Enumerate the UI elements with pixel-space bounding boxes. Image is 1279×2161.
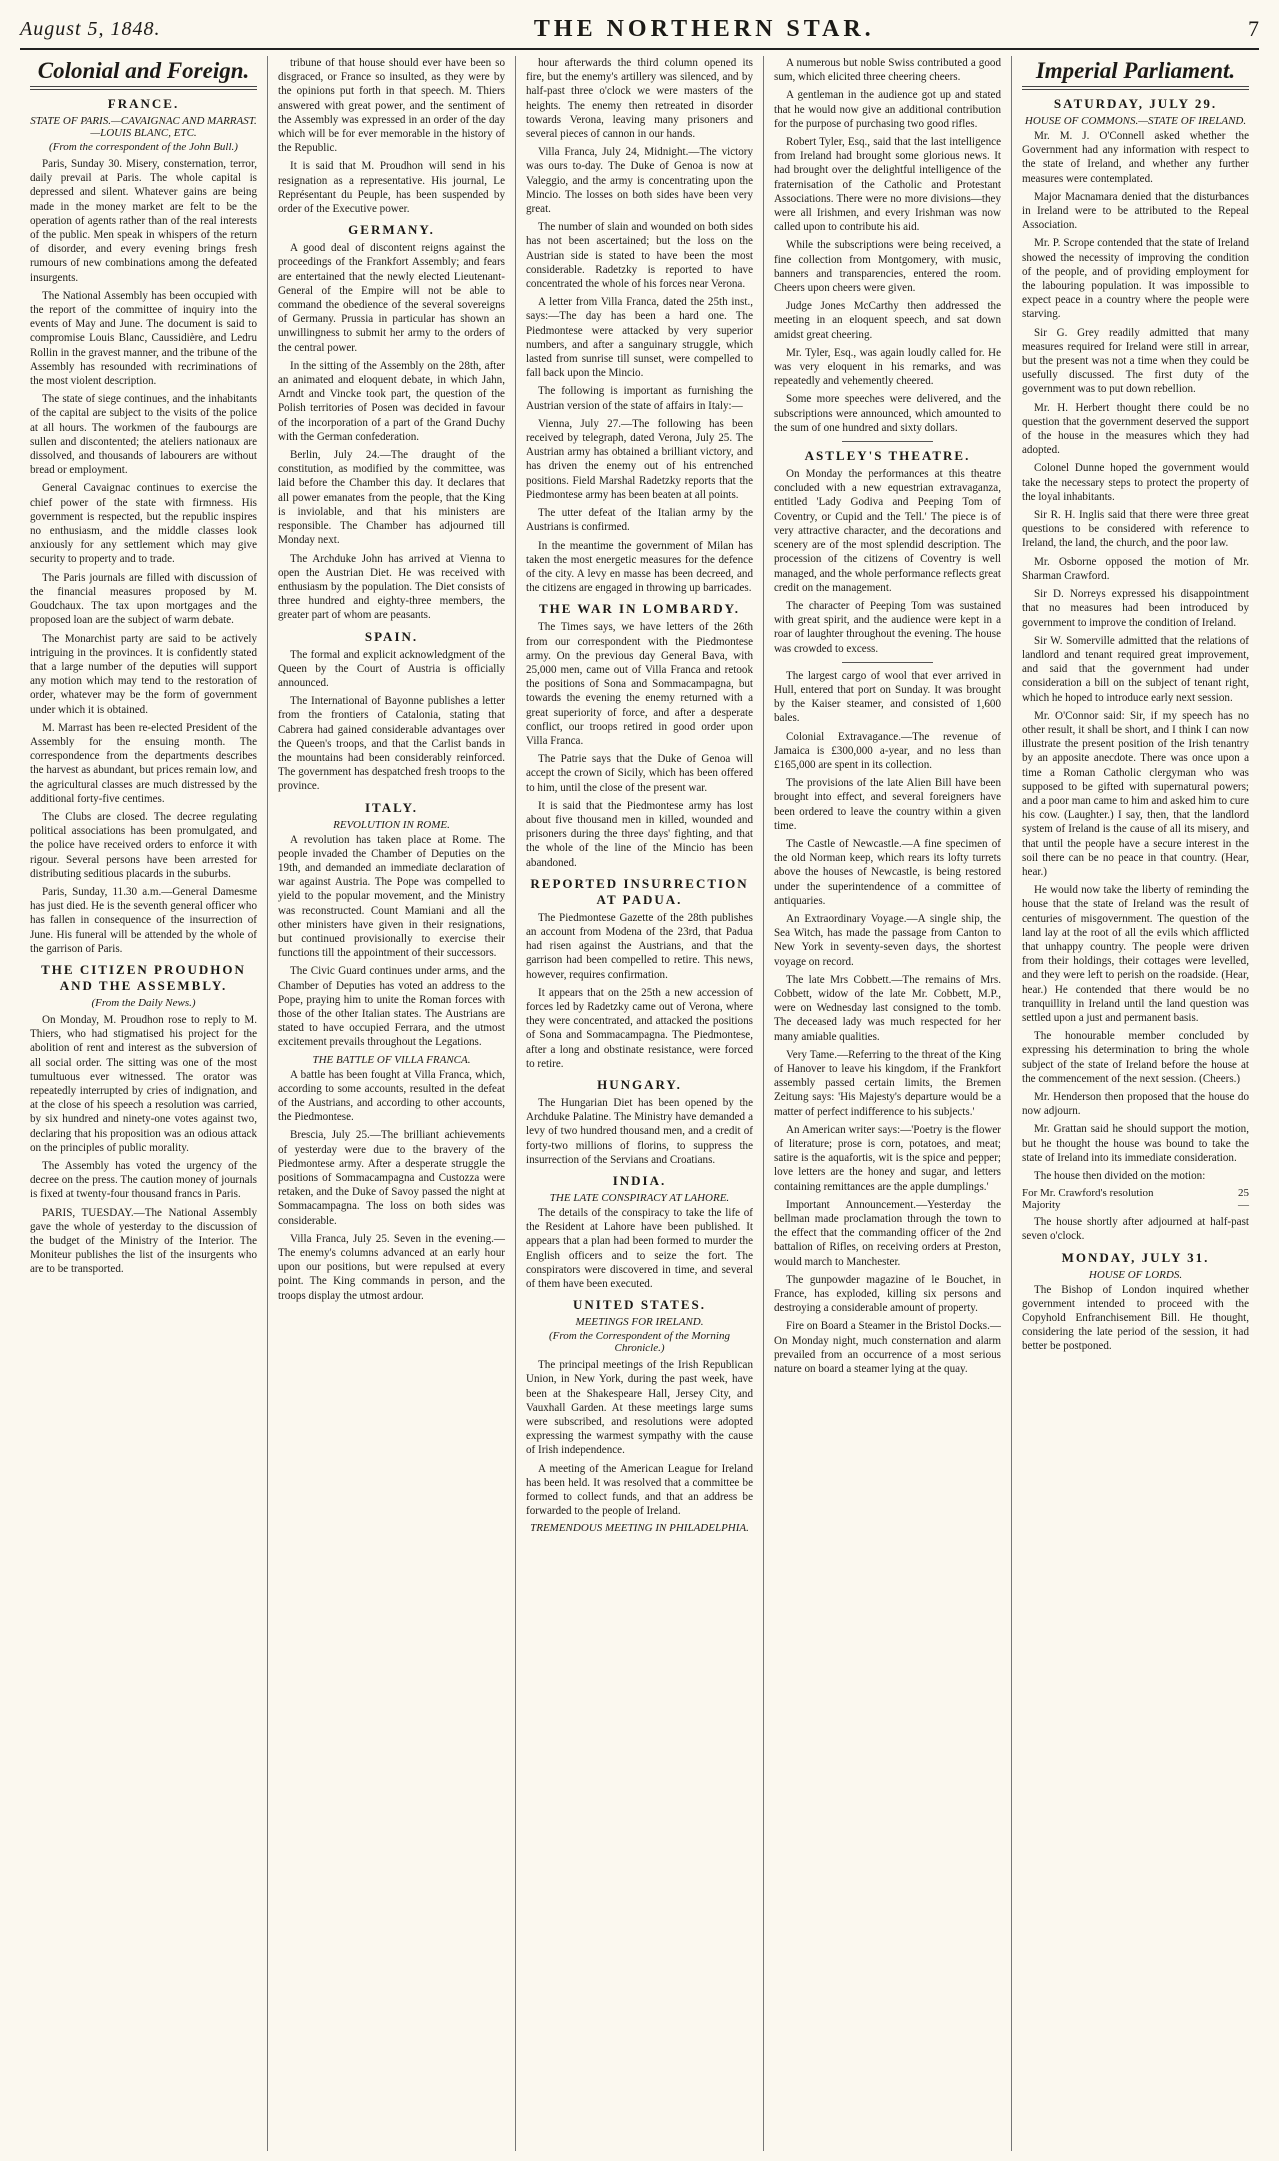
issue-date: August 5, 1848. [20,17,161,40]
column-5 [1012,56,1259,2151]
paragraph: Colonial Extravagance.—The revenue of Jamaica is £300,000 a-year, and no less than £165,000 are spent in its collection. [774,730,1001,771]
paragraph: The Civic Guard continues under arms, and the Chamber of Deputies has voted an address to the Pope, praying him to unite the Roman forces with those of the other Italian states. The Austrians are stated to have occupied Ferrara, and the utmost excitement prevails throughout the Legations. [278,965,505,1049]
paragraph: Judge Jones McCarthy then addressed the meeting in an eloquent speech, and sat down amidst great cheering. [774,300,1001,341]
paragraph: Mr. O'Connor said: Sir, if my speech has no other result, it shall be short, and I think I can now illustrate the present position of the Irish tenantry by an apposite anecdote. There was once upon a time a Roman Catholic clergyman who was supposed to be gifted with supernatural powers; and a poor man came to him and asked him to cure his cow. (Laughter.) I say, then, that the landlord system of Ireland is the cause of all its misery, and that until the people have a secure interest in the soil there can be no peace in that country. (Hear, hear.) [1022,709,1249,878]
paragraph: A meeting of the American League for Ireland has been held. It was resolved that a committee be formed to collect funds, and that an address be forwarded to the people of Ireland. [526,1462,753,1518]
paragraph: A numerous but noble Swiss contributed a good sum, which elicited three cheering cheers. [774,57,1001,84]
paragraph: Mr. Tyler, Esq., was again loudly called for. He was very eloquent in his remarks, and was repeatedly and vehemently cheered. [774,346,1001,388]
column-3 [516,56,764,2151]
division-table [1022,1187,1249,1211]
paragraph: The largest cargo of wool that ever arrived in Hull, entered that port on Sunday. It was brought by the Kaiser steamer, and consisted of 1,600 bales. [774,669,1001,725]
paragraph: PARIS, TUESDAY.—The National Assembly gave the whole of yesterday to the discussion of the budget of the Ministry of the Interior. The Moniteur publishes the list of the insurgents who are to be transported. [30,1206,257,1276]
subhead-villa-franca: THE BATTLE OF VILLA FRANCA. [312,1053,471,1066]
paragraph: The Assembly has voted the urgency of the decree on the press. The caution money of journals is fixed at twenty-four thousand francs in Paris. [30,1160,257,1201]
paragraph: The Times says, we have letters of the 26th from our correspondent with the Piedmontese army. On the previous day General Bava, with 25,000 men, came out of Villa Franca and retook the positions of Sona and Sommacampagna, but towards the evening the enemy returned with a great superiority of force, and after a desperate conflict, our troops retired in good order upon Villa Franca. [526,621,753,747]
paragraph: Berlin, July 24.—The draught of the constitution, as modified by the committee, was laid before the Chamber this day. It declares that all power emanates from the people, that the King is inviolable, and that his ministers are responsible. The Chamber has adjourned till Monday next. [278,449,505,547]
paragraph: The gunpowder magazine of le Bouchet, in France, has exploded, killing six persons and destroying a considerable amount of property. [774,1273,1001,1315]
subhead-proudhon: THE CITIZEN PROUDHON AND THE ASSEMBLY. [41,961,246,993]
divider [842,662,933,663]
paragraph: The honourable member concluded by expressing his determination to bring the whole subject of the state of Ireland before the house at the commencement of the next session. (Cheers.) [1022,1030,1249,1085]
column-1 [20,56,268,2151]
section-title-imperial-parliament: Imperial Parliament. [1035,58,1236,83]
subhead-meetings-ireland: MEETINGS FOR IRELAND. [575,1316,704,1329]
masthead [20,10,1259,50]
paragraph: It is said that M. Proudhon will send in his resignation as a representative. His journal, Le Représentant du Peuple, has been suspended by order of the Executive power. [278,160,505,216]
paragraph: Sir R. H. Inglis said that there were three great questions to be considered with reference to Ireland, the land, the church, and the poor law. [1022,509,1249,550]
paragraph: The details of the conspiracy to take the life of the Resident at Lahore have been published. It appears that a plan had been formed to murder the English officers and to seize the fort. The conspirators were discovered in time, and several of them have been executed. [526,1207,753,1291]
paragraph: The Monarchist party are said to be actively intriguing in the provinces. It is confidently stated that a large number of the deputies will support any motion which may tend to the restoration of order, whatever may be the form of government under which it is obtained. [30,632,257,716]
paragraph: Sir W. Somerville admitted that the relations of landlord and tenant required great improvement, and said that the government had under consideration a bill on the subject of tenant right, which he hoped to introduce early next session. [1022,634,1249,704]
paragraph: While the subscriptions were being received, a fine collection from Montgomery, with music, banners and transparencies, entered the room. Cheers upon cheers were given. [774,239,1001,295]
division-label: For Mr. Crawford's resolution [1022,1187,1154,1200]
paragraph: Mr. H. Herbert thought there could be no question that the government deserved the support of the house in the measures which they had adopted. [1022,401,1249,457]
paragraph: Mr. Henderson then proposed that the house do now adjourn. [1022,1091,1249,1118]
paragraph: The utter defeat of the Italian army by the Austrians is confirmed. [526,507,753,534]
paragraph: Some more speeches were delivered, and the subscriptions were announced, which amounted to the sum of one hundred and sixty dollars. [774,393,1001,434]
paragraph: The Archduke John has arrived at Vienna to open the Austrian Diet. He was received with enthusiasm by the population. The Diet consists of three hundred and eighty-three members, the greater part of whom are peasants. [278,552,505,622]
paragraph: Villa Franca, July 25. Seven in the evening.—The enemy's columns advanced at an early hour upon our positions, but were repulsed at every point. The King commands in person, and the troops display the utmost ardour. [278,1232,505,1302]
paragraph: tribune of that house should ever have been so disgraced, or France so insulted, as they were by the opinions put forth in that speech. M. Thiers answered with great power, and the sentiment of the Assembly was expressed in an order of the day which will be for ever memorable in the history of the Republic. [278,57,505,155]
division-row [1022,1187,1249,1199]
paragraph: The provisions of the late Alien Bill have been brought into effect, and several foreigners have been ordered to leave the country within a given time. [774,777,1001,832]
paragraph: It appears that on the 25th a new accession of forces led by Radetzky came out of Verona, where they were concentrated, and attacked the positions of Sona and Sommacampagna. The Piedmontese, after a long and obstinate resistance, were forced to retire. [526,986,753,1070]
paragraph: hour afterwards the third column opened its fire, but the enemy's artillery was silenced, and by half-past three o'clock we were masters of the heights. The enemy then retreated in disorder towards Verona, leaving many prisoners and several pieces of cannon in our hands. [526,57,753,141]
column-container [20,56,1259,2151]
heading-france: FRANCE. [107,96,180,111]
paragraph: The Piedmontese Gazette of the 28th publishes an account from Modena of the 23rd, that Padua had risen against the Austrians, and that the garrison had been compelled to retire. This news, however, requires confirmation. [526,911,753,981]
section-rule [1022,86,1249,90]
subhead-lahore: THE LATE CONSPIRACY AT LAHORE. [549,1192,730,1205]
section-title-colonial-foreign: Colonial and Foreign. [37,58,250,83]
paragraph: The character of Peeping Tom was sustained with great spirit, and the audience were kept in a roar of laughter throughout the evening. The house was crowded to excess. [774,599,1001,655]
subhead-house-of-lords: HOUSE OF LORDS. [1088,1268,1183,1281]
paragraph: Very Tame.—Referring to the threat of the King of Hanover to leave his kingdom, if the Frankfort assembly passed certain limits, the Bremen Zeitung says: 'His Majesty's departure would be a matter of perfect indifference to his subjects.' [774,1048,1001,1118]
paragraph: The Paris journals are filled with discussion of the financial measures proposed by M. Goudchaux. The tax upon mortgages and the proposed loan are the subject of warm debate. [30,571,257,627]
subhead-paris: STATE OF PARIS.—CAVAIGNAC AND MARRAST.—LOUIS BLANC, ETC. [30,115,257,139]
newspaper-title: THE NORTHERN STAR. [533,15,875,42]
division-row [1022,1199,1249,1211]
heading-astleys-theatre: ASTLEY'S THEATRE. [804,448,971,464]
paragraph: He would now take the liberty of reminding the house that the state of Ireland was the result of centuries of misgovernment. The question of the land lay at the root of all the evils which afflicted that unhappy country. The people were driven from their holdings, their cottages were levelled, and they were left to perish on the roadside. (Hear, hear.) He contended that there would be no tranquillity in Ireland until the land question was settled upon a just and permanent basis. [1022,884,1249,1024]
paragraph: The house then divided on the motion: [1034,1170,1206,1183]
paragraph: Mr. Grattan said he should support the motion, but he thought the house was bound to take the state of Ireland into its immediate consideration. [1022,1123,1249,1164]
paragraph: Fire on Board a Steamer in the Bristol Docks.—On Monday night, much consternation and alarm prevailed from an occurrence of a most serious nature on board a steamer lying at the quay. [774,1320,1001,1376]
paragraph: Major Macnamara denied that the disturbances in Ireland were to be attributed to the Repeal Association. [1022,190,1249,232]
paragraph: Mr. M. J. O'Connell asked whether the Government had any information with respect to the state of Ireland, and whether any further measures were contemplated. [1022,130,1249,185]
heading-india: INDIA. [612,1173,667,1189]
paragraph: General Cavaignac continues to exercise the chief power of the state with firmness. His government is respected, but the republic inspires no enthusiasm, and the middle classes look anxiously for any settlement which may give security to property and to trade. [30,482,257,566]
paragraph: On Monday the performances at this theatre concluded with a new equestrian extravaganza, entitled 'Lady Godiva and Peeping Tom of Coventry, or Cupid and the Tell.' The piece is of very attractive character, and the decorations and scenery are of the most splendid description. The procession of the citizens of Coventry is well managed, and the whole performance reflects great credit on the management. [774,468,1001,594]
paragraph: The Hungarian Diet has been opened by the Archduke Palatine. The Ministry have demanded a levy of two hundred thousand men, and a credit of forty-two millions of florins, to suppress the insurrection of the Servians and Croatians. [526,1097,753,1166]
paragraph: It is said that the Piedmontese army has lost about five thousand men in killed, wounded and prisoners during the three days' fighting, and that the whole of the line of the Mincio has been abandoned. [526,799,753,869]
paragraph: Robert Tyler, Esq., said that the last intelligence from Ireland had brought some glorious news. It had brought over the delightful intelligence of the fraternisation of the Catholic and Protestant Associations. There were no more divisions—they were all Irishmen, and every Irishman was now called upon to contribute his aid. [774,136,1001,234]
paragraph: Paris, Sunday 30. Misery, consternation, terror, daily prevail at Paris. The whole capital is depressed and silent. Whatever gains are being made in the money market are felt to be the operation of agents rather than of the real interests of the public. Men speak in whispers of the return of disorder, and every evening brings fresh rumours of new combinations among the defeated insurgents. [30,158,257,284]
byline: (From the correspondent of the John Bull.) [49,141,238,153]
paragraph: An American writer says:—'Poetry is the flower of literature; prose is corn, potatoes, and meat; satire is the aquafortis, wit is the spice and pepper; love letters are the honey and sugar, and letters containing remittances are the apple dumplings.' [774,1123,1001,1193]
heading-italy: ITALY. [364,799,419,815]
paragraph: Sir D. Norreys expressed his disappointment that no measures had been introduced by government to improve the condition of Ireland. [1022,588,1249,629]
paragraph: Brescia, July 25.—The brilliant achievements of yesterday were due to the bravery of the Piedmontese army. After a desperate struggle the positions of Sommacampagna and Custozza were retaken, and the Duke of Savoy passed the night at Sommacampagna. The loss on both sides was considerable. [278,1129,505,1227]
paragraph: The principal meetings of the Irish Republican Union, in New York, during the past week, have been at the Shakespeare Hall, Jersey City, and Vauxhall Garden. At these meetings large sums were subscribed, and resolutions were adopted expressing the warmest sympathy with the cause of Irish independence. [526,1359,753,1457]
paragraph: The following is important as furnishing the Austrian version of the state of affairs in Italy:— [526,385,753,412]
paragraph: On Monday, M. Proudhon rose to reply to M. Thiers, who had stigmatised his project for the abolition of rent and interest as the subversion of all social order. The sitting was one of the most tumultuous ever witnessed. The orator was repeatedly interrupted by cries of indignation, and at the close of his speech a resolution was carried, by six hundred and ninety-one votes against two, declaring that his proposition was an odious attack on the principles of public morality. [30,1013,257,1154]
subhead-philadelphia: TREMENDOUS MEETING IN PHILADELPHIA. [530,1522,749,1535]
heading-war-lombardy: THE WAR IN LOMBARDY. [538,601,741,617]
heading-monday: MONDAY, JULY 31. [1061,1249,1210,1265]
paragraph: The late Mrs Cobbett.—The remains of Mrs. Cobbett, widow of the late Mr. Cobbett, M.P., were on Wednesday last consigned to the tomb. The deceased lady was much respected for her many amiable qualities. [774,973,1001,1043]
paragraph: Vienna, July 27.—The following has been received by telegraph, dated Verona, July 25. The Austrian army has obtained a brilliant victory, and has driven the enemy out of his entrenched positions. Field Marshal Radetzky reports that the Piedmontese army has been beaten at all points. [526,417,753,501]
column-2 [268,56,516,2151]
heading-spain: SPAIN. [364,628,419,644]
paragraph: Important Announcement.—Yesterday the bellman made proclamation through the town to the effect that the commanding officer of the 2nd battalion of Rifles, on receiving orders at Preston, would march to Manchester. [774,1198,1001,1268]
paragraph: A battle has been fought at Villa Franca, which, according to some accounts, resulted in the defeat of the Austrians, and according to other accounts, the Piedmontese. [278,1068,505,1124]
heading-united-states: UNITED STATES. [573,1297,706,1313]
heading-padua: REPORTED INSURRECTION AT PADUA. [530,875,749,907]
paragraph: The Bishop of London inquired whether government intended to proceed with the Copyhold Enfranchisement Bill. He thought, considering the late period of the session, it had better be postponed. [1022,1283,1249,1353]
paragraph: The Patrie says that the Duke of Genoa will accept the crown of Sicily, which has been offered to him, until the close of the present war. [526,753,753,794]
paragraph: An Extraordinary Voyage.—A single ship, the Sea Witch, has made the passage from Canton to New York in seventy-seven days, the shortest voyage on record. [774,912,1001,968]
paragraph: A letter from Villa Franca, dated the 25th inst., says:—The day has been a hard one. The Piedmontese were attacked by very superior numbers, and after a sanguinary struggle, which lasted from sunrise till sunset, were compelled to fall back upon the Mincio. [526,296,753,380]
paragraph: The National Assembly has been occupied with the report of the committee of inquiry into the events of May and June. The document is said to compromise Louis Blanc, Caussidière, and Ledru Rollin in the gravest manner, and the tribune of the Assembly has resounded with recriminations of the most violent description. [30,289,257,388]
byline: (From the Correspondent of the Morning Chronicle.) [549,1330,730,1355]
paragraph: Mr. Osborne opposed the motion of Mr. Sharman Crawford. [1022,555,1249,582]
division-value: 25 [1238,1187,1249,1200]
paragraph: Paris, Sunday, 11.30 a.m.—General Damesme has just died. He is the seventh general officer who has fallen in consequence of the insurrection of June. His funeral will be attended by the whole of the garrison of Paris. [30,885,257,955]
column-4 [764,56,1012,2151]
paragraph: M. Marrast has been re-elected President of the Assembly for the ensuing month. The correspondence from the departments describes the harvest as abundant, but prices remain low, and the agricultural classes are much distressed by the additional forty-five centimes. [30,721,257,805]
paragraph: The formal and explicit acknowledgment of the Queen by the Court of Austria is officially announced. [278,648,505,689]
byline: (From the Daily News.) [91,996,196,1009]
paragraph: Colonel Dunne hoped the government would take the necessary steps to protect the property of the loyal inhabitants. [1022,462,1249,503]
division-value: — [1238,1199,1249,1212]
paragraph: The state of siege continues, and the inhabitants of the capital are subject to the visits of the police at all hours. The workmen of the faubourgs are sullen and discontented; the ateliers nationaux are dissolved, and thousands of labourers are without bread or employment. [30,393,257,477]
paragraph: The number of slain and wounded on both sides has not been ascertained; but the loss on the Austrian side is stated to have been the most considerable. Radetzky is reported to have concentrated the whole of his forces near Verona. [526,221,753,291]
paragraph: The house shortly after adjourned at half-past seven o'clock. [1022,1216,1249,1243]
heading-hungary: HUNGARY. [597,1077,682,1092]
paragraph: A gentleman in the audience got up and stated that he would now give an additional contribution for the purpose of purchasing two good rifles. [774,89,1001,130]
paragraph: Sir G. Grey readily admitted that many measures required for Ireland were still in arrear, but the present was not a time when they could be usefully discussed. The first duty of the government was to put down rebellion. [1022,326,1249,396]
subhead-revolution-rome: REVOLUTION IN ROME. [333,818,450,831]
paragraph: The Clubs are closed. The decree regulating political associations has been promulgated, and the police have received orders to enforce it with rigour. Several persons have been arrested for distributing seditious placards in the suburbs. [30,810,257,880]
paragraph: The International of Bayonne publishes a letter from the frontiers of Catalonia, stating that Cabrera had gained considerable advantages over the Queen's troops, and that the Carlist bands in the mountains had been considerably reinforced. The government has despatched fresh troops to the province. [278,695,505,793]
paragraph: In the meantime the government of Milan has taken the most energetic measures for the defence of the city. A levy en masse has been decreed, and the citizens are engaged in throwing up barricades. [526,539,753,595]
paragraph: A revolution has taken place at Rome. The people invaded the Chamber of Deputies on the 19th, and demanded an immediate declaration of war against Austria. The Pope was compelled to yield to the popular movement, and the Ministry was reconstructed. Count Mamiani and all the other ministers have given in their resignations, but continued provisionally to exercise their functions till the appointment of their successors. [278,833,505,960]
heading-germany: GERMANY. [348,222,435,238]
paragraph: Villa Franca, July 24, Midnight.—The victory was ours to-day. The Duke of Genoa is now at Valeggio, and the army is concentrating upon the Mincio. The losses on both sides have been very great. [526,146,753,216]
paragraph: In the sitting of the Assembly on the 28th, after an animated and eloquent debate, in which Jahn, Arndt and Vincke took part, the question of the Polish territories of Posen was decided in favour of the incorporation of a part of the Grand Duchy with the German confederation. [278,359,505,443]
divider [842,441,933,442]
paragraph: Mr. P. Scrope contended that the state of Ireland showed the necessity of improving the condition of the people, and of providing employment for the labouring population. It was impossible to expect peace in a country where the people were starving. [1022,237,1249,321]
subhead-house-of-commons: HOUSE OF COMMONS.—STATE OF IRELAND. [1024,115,1247,127]
heading-saturday: SATURDAY, JULY 29. [1053,96,1218,111]
section-rule [30,86,257,90]
page-number: 7 [1247,16,1259,41]
paragraph: A good deal of discontent reigns against the proceedings of the Frankfort Assembly; and fears are entertained that the newly elected Lieutenant-General of the Empire will not be able to command the obedience of the several sovereigns of Germany. Prussia in particular has shown an unwillingness to submit her army to the orders of the central power. [278,242,505,354]
division-label: Majority [1022,1199,1061,1212]
paragraph: The Castle of Newcastle.—A fine specimen of the old Norman keep, which rears its lofty turrets above the houses of Newcastle, is being restored under the superintendence of a committee of antiquaries. [774,837,1001,907]
